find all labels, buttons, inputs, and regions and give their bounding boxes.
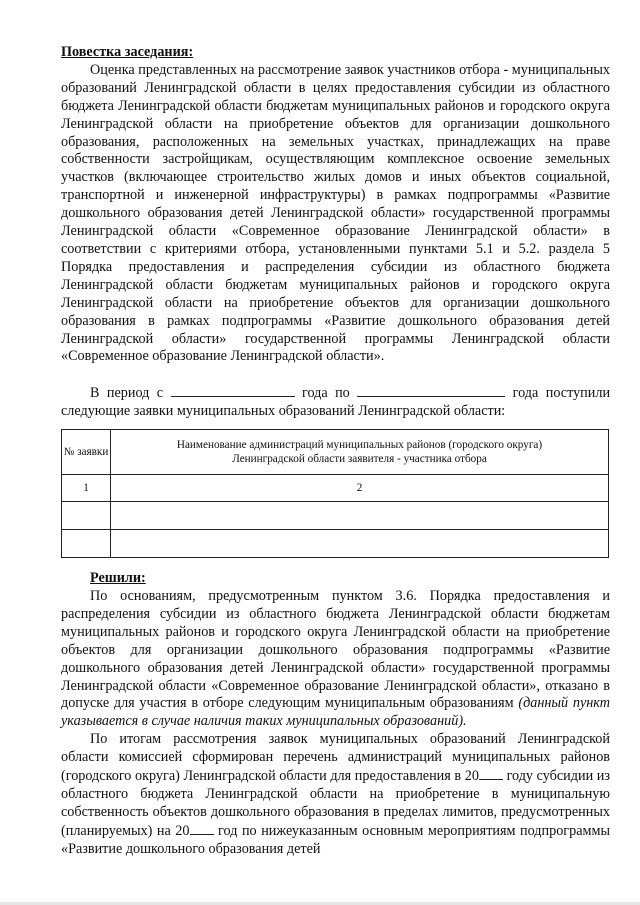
resolution-1-text: По основаниям, предусмотренным пунктом 3.6. Порядка предоставления и распределения субсидии из областного бюджета Ленинградской области бюджетам муниципальных районов и городского округа Ленинградской области на приобретение объектов для организации дошкольного образования подпрограммы «Развитие дошкольного образования детей Ленинградской области» государственной программы Ленинградской области «Современное образование Ленинградской области», отказано в допуске для участия в отборе следующим муниципальным образованиям [61, 588, 610, 712]
resolution-paragraph-2 [61, 731, 610, 858]
period-paragraph [61, 384, 610, 421]
table-row [62, 502, 609, 530]
applications-table [61, 429, 609, 558]
header-name-line-2: Ленинградской области заявителя - участника отбора [232, 453, 487, 466]
header-administration-name [111, 430, 609, 475]
table-header-row [62, 430, 609, 475]
date-from-blank [171, 384, 295, 397]
year-blank-1 [479, 767, 503, 780]
resolution-2-text-c: год по нижеуказанным основным мероприятиям подпрограммы «Развитие дошкольного образования детей [61, 822, 611, 857]
header-name-line-1: Наименование администраций муниципальных районов (городского округа) [176, 439, 543, 452]
period-text-end: года поступили следующие заявки муниципальных образований Ленинградской области: [61, 385, 611, 420]
resolution-2-text-a: По итогам рассмотрения заявок муниципальных образований Ленинградской области комиссией сформирован перечень администраций муниципальных районов (городского округа) Ленинградской области для предоставления в 20 [61, 731, 610, 785]
table-row [62, 530, 609, 558]
date-to-blank [357, 384, 505, 397]
table-cell [62, 530, 111, 558]
table-cell [62, 502, 111, 530]
table-cell [111, 502, 609, 530]
year-blank-2 [190, 822, 214, 835]
column-number-1: 1 [62, 475, 111, 502]
header-application-number: № заявки [62, 430, 111, 475]
table-row-column-numbers [62, 475, 609, 502]
period-text-start: В период с [90, 385, 164, 402]
resolution-1-note: (данный пункт указывается в случае наличия таких муниципальных образований). [61, 695, 610, 730]
table-cell [111, 530, 609, 558]
period-text-middle: года по [301, 385, 350, 402]
column-number-2: 2 [111, 475, 609, 502]
resolution-paragraph-1 [61, 588, 610, 731]
resolution-2-text-b: году субсидии из областного бюджета Ленинградской области на приобретение в муниципальную собственность объектов дошкольного образования в пределах лимитов, предусмотренных (планируемых) на 20 [61, 768, 610, 839]
resolved-heading: Решили: [90, 570, 146, 587]
agenda-paragraph: Оценка представленных на рассмотрение заявок участников отбора - муниципальных образований Ленинградской области в целях предоставления субсидии из областного бюджета Ленинградской области бюджетам муниципальных районов и городского округа Ленинградской области на приобретение объектов для организации дошкольного образования, расположенных на земельных участках, принадлежащих на праве собственности застройщикам, осуществляющим комплексное освоение земельных участков (включающее строительство жилых домов и иных объектов социальной, транспортной и инженерной инфраструктуры) в рамках подпрограммы «Развитие дошкольного образования детей Ленинградской области» государственной программы Ленинградской области «Современное образование Ленинградской области» в соответствии с критериями отбора, установленными пунктами 5.1 и 5.2. раздела 5 Порядка предоставления и распределения субсидии из областного бюджета Ленинградской области бюджетам муниципальных районов и городского округа Ленинградской области на приобретение объектов для организации дошкольного образования в рамках подпрограммы «Развитие дошкольного образования детей Ленинградской области» государственной программы Ленинградской области «Современное образование Ленинградской области». [61, 61, 610, 365]
agenda-heading: Повестка заседания: [61, 44, 194, 60]
